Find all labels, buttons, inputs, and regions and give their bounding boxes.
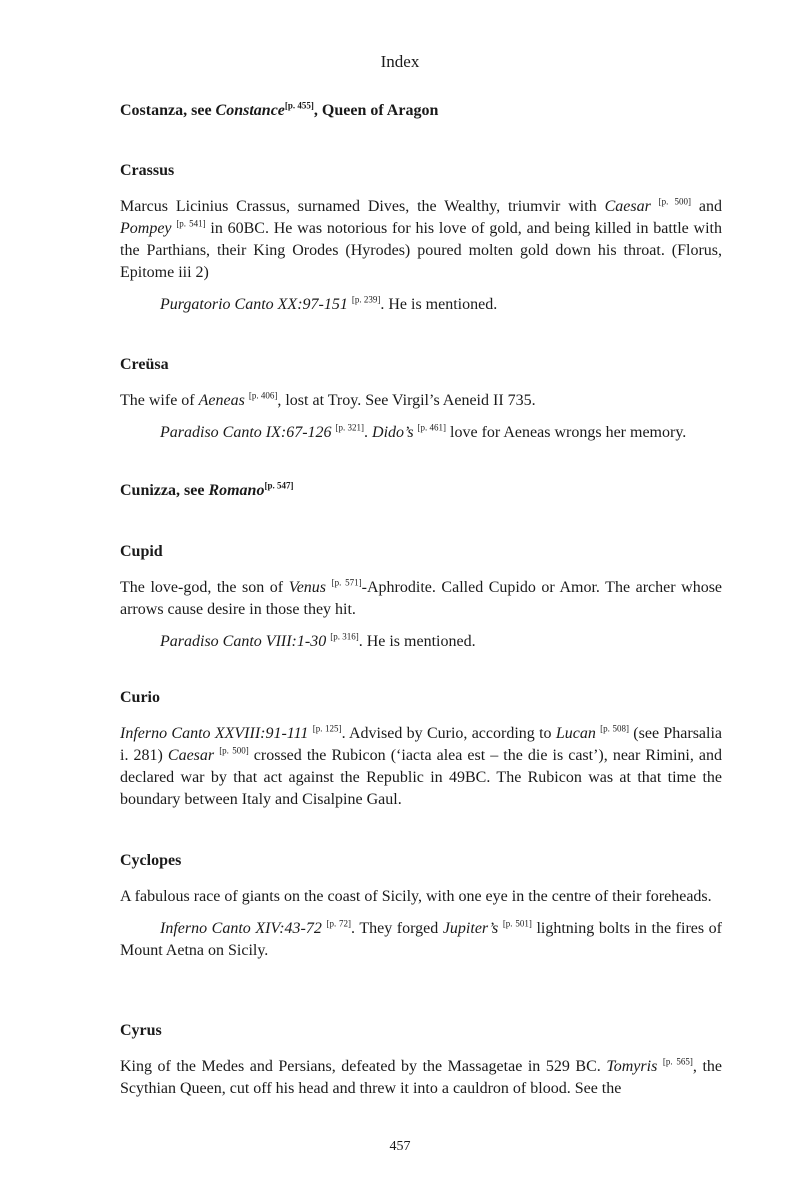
cross-ref-link[interactable]: Venus xyxy=(288,579,327,596)
page-reference: [p. 461] xyxy=(417,422,447,433)
page-reference: [p. 455] xyxy=(284,100,314,111)
cross-ref-link[interactable]: Caesar xyxy=(167,747,215,764)
page-reference: [p. 500] xyxy=(658,196,692,207)
cross-ref-link[interactable]: Tomyris xyxy=(606,1058,658,1075)
canto-reference xyxy=(120,422,722,444)
text-run: . He is mentioned. xyxy=(380,296,498,313)
entry-cunizza xyxy=(120,480,722,502)
see-text: Costanza, see xyxy=(120,102,216,119)
text-run: King of the Medes and Persians, defeated by the Massagetae in 529 BC. xyxy=(120,1058,607,1075)
canto-link[interactable]: Inferno Canto XXVIII:91-111 xyxy=(120,725,309,742)
entry-cyrus xyxy=(120,1020,722,1100)
entry-heading: Cupid xyxy=(120,543,163,560)
entry-description xyxy=(120,390,722,412)
entry-description: A fabulous race of giants on the coast of Sicily, with one eye in the centre of their foreheads. xyxy=(120,888,712,905)
entry-creusa xyxy=(120,354,722,444)
page-reference: [p. 321] xyxy=(335,422,365,433)
canto-reference xyxy=(120,294,722,316)
page-title: Index xyxy=(380,52,420,71)
entry-description xyxy=(120,1056,722,1100)
entry-heading xyxy=(120,100,722,122)
canto-link[interactable]: Paradiso Canto IX:67-126 xyxy=(160,424,332,441)
entry-heading: Cyclopes xyxy=(120,852,182,869)
text-run: love for Aeneas wrongs her memory. xyxy=(446,424,687,441)
page-reference: [p. 565] xyxy=(662,1056,693,1067)
text-run: in 60BC. He was notorious for his love of gold, and being killed in battle with the Parthians, their King Orodes (Hyrodes) poured molten gold down his throat. (Florus, Epitome iii 2) xyxy=(120,220,723,281)
entry-heading: Creüsa xyxy=(120,356,169,373)
page-reference: [p. 125] xyxy=(312,723,342,734)
entry-cyclopes xyxy=(120,850,722,962)
entry-heading xyxy=(120,480,722,502)
text-run: lightning bolts in the fires of Mount Aetna on Sicily. xyxy=(120,920,723,959)
page-reference: [p. 508] xyxy=(600,723,629,734)
cross-ref-link[interactable]: Romano xyxy=(208,482,265,499)
cross-ref-link[interactable]: Dido’s xyxy=(372,424,414,441)
canto-reference xyxy=(120,631,722,653)
entry-curio xyxy=(120,687,722,811)
cross-ref-link[interactable]: Jupiter’s xyxy=(442,920,499,937)
text-run: and xyxy=(691,198,723,215)
page-reference: [p. 72] xyxy=(326,918,352,929)
text-run: . Advised by Curio, according to xyxy=(341,725,556,742)
entry-costanza xyxy=(120,100,722,122)
canto-link[interactable]: Inferno Canto XIV:43-72 xyxy=(160,920,322,937)
entry-heading: Cyrus xyxy=(120,1022,162,1039)
text-run: . He is mentioned. xyxy=(358,633,476,650)
text-run: -Aphrodite. Called Cupido or Amor. The archer whose arrows cause desire in those they hit. xyxy=(120,579,723,618)
text-run: Marcus Licinius Crassus, surnamed Dives, the Wealthy, triumvir with xyxy=(120,198,605,215)
page-reference: [p. 316] xyxy=(330,631,359,642)
cross-ref-link[interactable]: Lucan xyxy=(555,725,596,742)
entry-description xyxy=(120,577,722,621)
text-run: crossed the Rubicon (‘iacta alea est – the die is cast’), near Rimini, and declared war by that act against the Republic in 49BC. The Rubicon was at that time the boundary between Italy and Cisalpine Gaul. xyxy=(120,747,723,808)
text-run: . They forged xyxy=(351,920,443,937)
page-reference: [p. 501] xyxy=(502,918,532,929)
cross-ref-link[interactable]: Pompey xyxy=(120,220,172,237)
text-run: , lost at Troy. See Virgil’s Aeneid II 735. xyxy=(277,392,536,409)
canto-reference xyxy=(120,918,722,962)
canto-link[interactable]: Paradiso Canto VIII:1-30 xyxy=(160,633,327,650)
entry-description xyxy=(120,196,722,284)
cross-ref-link[interactable]: Aeneas xyxy=(198,392,245,409)
cross-ref-link[interactable]: Caesar xyxy=(604,198,651,215)
text-run: (see Pharsalia i. 281) xyxy=(120,725,723,764)
entry-crassus xyxy=(120,160,722,316)
entry-heading: Curio xyxy=(120,689,160,706)
canto-link[interactable]: Purgatorio Canto XX:97-151 xyxy=(160,296,348,313)
text-run: The wife of xyxy=(120,392,199,409)
entry-cupid xyxy=(120,541,722,653)
page-number: 457 xyxy=(389,1139,411,1154)
page-reference: [p. 541] xyxy=(176,218,206,229)
text-run: . xyxy=(364,424,373,441)
cross-ref-link[interactable]: Constance xyxy=(215,102,285,119)
text-run: , the Scythian Queen, cut off his head and threw it into a cauldron of blood. See the xyxy=(120,1058,723,1097)
page-reference: [p. 547] xyxy=(264,480,294,491)
heading-suffix: , Queen of Aragon xyxy=(313,102,439,119)
page-reference: [p. 571] xyxy=(331,577,362,588)
entry-description xyxy=(120,723,722,811)
page-reference: [p. 406] xyxy=(248,390,278,401)
text-run: The love-god, the son of xyxy=(120,579,289,596)
page-reference: [p. 500] xyxy=(219,745,249,756)
see-text: Cunizza, see xyxy=(120,482,209,499)
entry-heading: Crassus xyxy=(120,162,175,179)
page-reference: [p. 239] xyxy=(351,294,381,305)
